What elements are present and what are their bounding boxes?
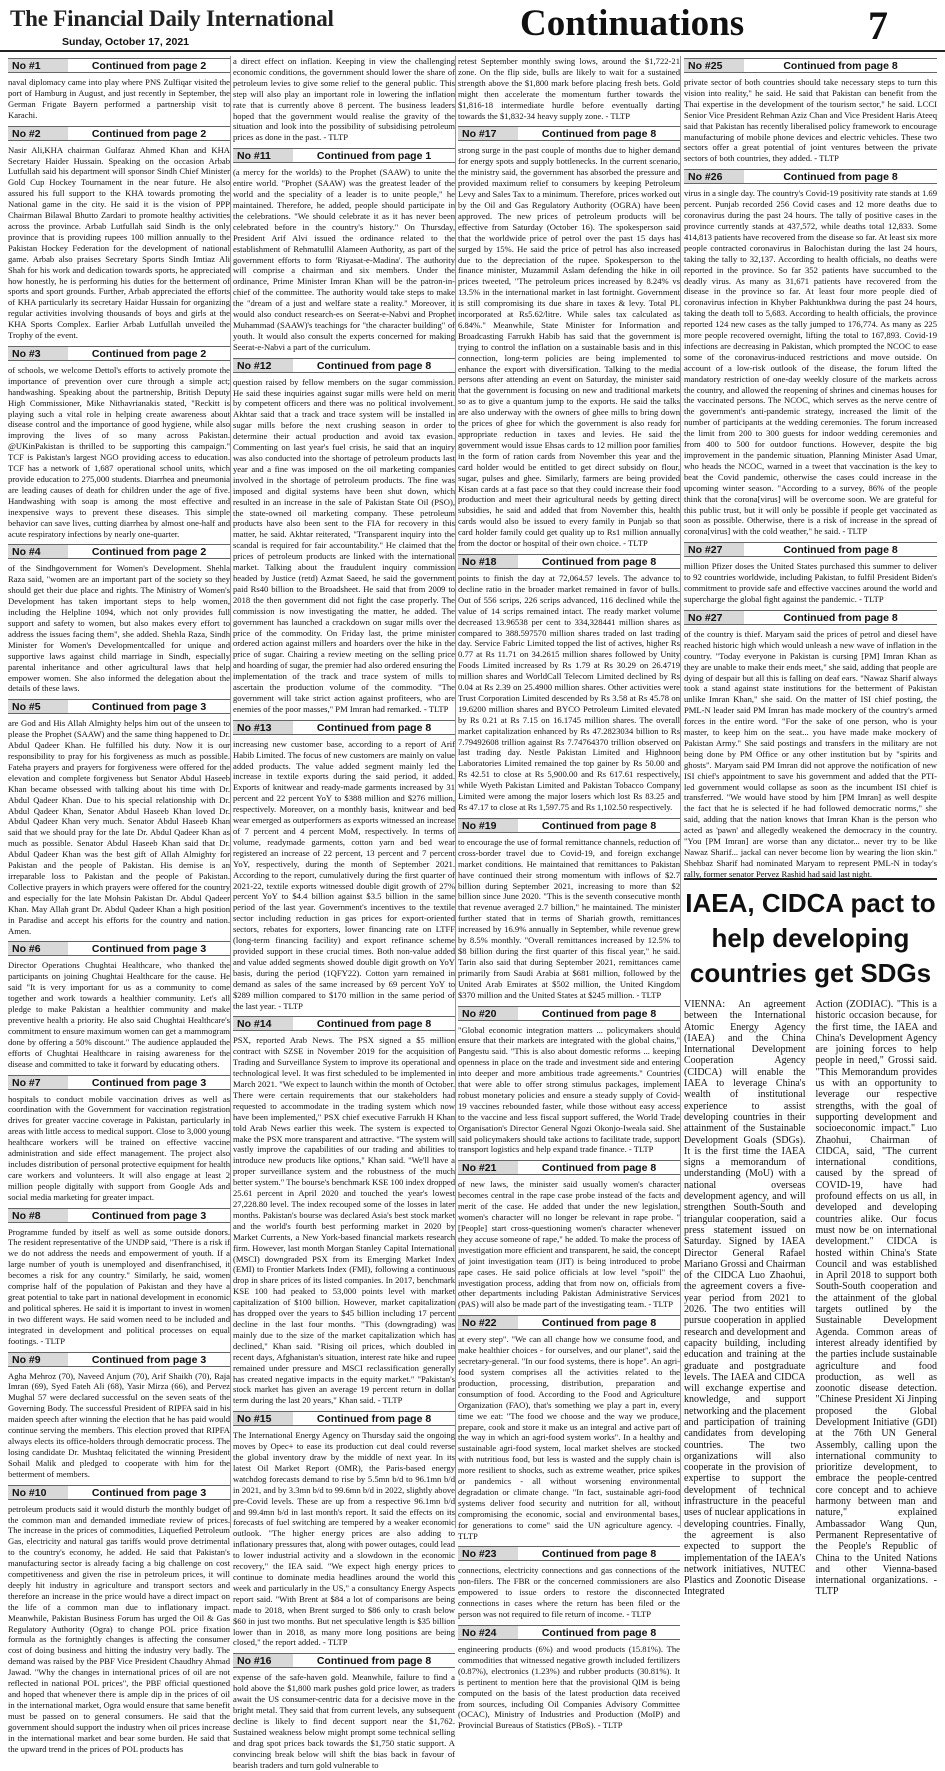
continuation-block	[8, 126, 230, 341]
continuation-label: Continued from page 8	[541, 1317, 657, 1330]
continuation-label: Continued from page 8	[541, 128, 657, 141]
column-1	[8, 56, 230, 1754]
feature-headline: IAEA, CIDCA pact to help developing countries get SDGs	[684, 878, 937, 991]
continuation-text: (a mercy for the worlds) to the Prophet (SAAW) to unite the entire world. "Prophet (SAAW) was the greatest leader of the world and the speciality of a leader is to unite people," he maintained. Therefore, he added, people should participate in the celebrations. "We should celebrate it as it has never been celebrated before in the country's history." On Thursday, President Arif Alvi issued the ordinance related to the establishment of Rehmatullil Alameen Authority, as part of the government efforts to form 'Riyasat-e-Madina'. The authority will comprise a chairman and six members. Under the ordinance, Prime Minister Imran Khan will be the patron-in-chief of the committee. The authority would take steps to make the "dream of a just and welfare state a reality." Moreover, it would also conduct research-es on Seerat-e-Nabvi and Prophet Muhammad (SAAW)'s teachings for "the character building" of youth. It would also consult the experts concerned for making Seerat-e-Nabvi a part of the curriculum.	[233, 167, 455, 352]
continuation-number: No #7	[8, 1076, 68, 1089]
continuation-block	[458, 818, 680, 1001]
continuation-text: hospitals to conduct mobile vaccination drives as well as coordination with the Government for vaccination registration drives for greater vaccine coverage in Pakistan, particularly in areas with little access to medical support. Close to 3,000 young healthcare workers will be trained on effective vaccine administration and side effect management. The project also includes distribution of personal protective equipment for health care workers and volunteers. It will also engage at least 2 million people digitally with support from Google Ads and social media marketing for greater impact.	[8, 1093, 230, 1202]
continuation-label: Continued from page 8	[541, 555, 657, 568]
continuation-block	[458, 56, 680, 121]
continuation-label: Continued from page 8	[541, 1627, 657, 1639]
continuation-text: are God and His Allah Almighty helps him out of the unseen to please the Prophet (SAAW) and the same thing happened to Dr. Abdul Qadeer Khan. He fulfilled his duty. Now it is our responsibility to pray for his forgiveness as much as possible. Fateha prayers and prayers for forgiveness were offered for the elevation and complete forgiveness but Senator Abdul Haseeb Khan became obsessed with talking about his time with Dr. Abdul Qadeer Khan. Due to his special relationship with Dr. Abdul Qadeer Khan, Senator Abdul Haseeb Khan loved Dr. Abdul Qadeer Khan very much. Senator Abdul Haseeb Khan said that we should pray for the late Dr. Abdul Qadeer Khan as much as possible. Senator Abdul Haseeb Khan said that Dr. Abdul Qadeer Khan was the best gift of Allah Almighty for Pakistan and the people of Pakistan. His demise is an irreparable loss to Pakistan and the people of Pakistan. Collective prayers in which prayers were offered for the country and especially for the late Mohsin Pakistan Dr. Abdul Qadeer Khan. May Allah grant Dr. Abdul Qadeer Khan a high position in Paradise and accept his efforts for the country and nation. Amen.	[8, 718, 230, 936]
continuation-text: virus in a single day. The country's Covid-19 positivity rate stands at 1.69 percent. Punjab recorded 256 Covid cases and 12 more deaths due to coronavirus during the past 24 hours. The tally of positive cases in the province currently stands at 437,572, while deaths total 12,833. Some 414,813 patients have recovered from the disease so far. At least six more people contracted coronavirus in Balochistan during the last 24 hours, taking the tally to 32,137. According to health officials, no deaths were reported in the province. So far 352 patients have succumbed to the deadly virus. As many as 31,671 patients have recovered from the disease in the province so far. At least four more people died of coronavirus infection in Khyber Pakhtunkhwa during the past 24 hours, taking the death toll to 5,683. According to health officials, the province reported 124 new cases as the tally jumped to 176,774. As many as 225 more people recovered overnight, lifting the total to 167,893. Covid-19 infections are decreasing in Pakistan, which prompted the NCOC to ease some of the coronavirus-induced restrictions and move outside. On account of a low-risk outlook of the disease, the forum lifted the mandatory restriction of one-day weekly closure of the markets across the country, and allowed the reopening of shrines and cinemas houses for the vaccinated persons. The NCOC, which serves as the nerve centre of the government's anti-pandemic strategy, increased the limit of the number of participants at the wedding ceremonies. The forum increased the limit from 200 to 300 guests for indoor wedding ceremonies and from 400 to 500 for outdoor functions. However, despite the big improvement in the pandemic situation, Planning Minister Asad Umar, who heads the NCOC, warned in a tweet that vaccination is the key to beat the Covid pandemic, otherwise the cases could increase in the upcoming winter season. "According to a survey, 86% of the people think that the corona[virus] will be overcome soon. We are grateful for this public trust, but it will only be possible if people get vaccinated as soon as possible. Otherwise, there is a risk of increase in the spread of corona[virus] with the cold weather," he said. - TLTP	[684, 188, 937, 537]
continuation-label: Continued from page 2	[91, 546, 207, 559]
continuation-number: No #13	[233, 721, 293, 734]
continuation-number: No #1	[8, 59, 68, 72]
continuation-number: No #22	[458, 1316, 518, 1329]
continuation-number: No #9	[8, 1353, 68, 1366]
continuation-block	[8, 699, 230, 936]
continuation-block	[233, 1411, 455, 1648]
continuation-header	[8, 1208, 230, 1223]
continuation-block	[8, 58, 230, 121]
column-4	[684, 56, 937, 1598]
continuation-number: No #17	[458, 127, 518, 140]
continuation-header	[458, 1006, 680, 1021]
continuation-number: No #8	[8, 1209, 68, 1222]
column-2	[233, 56, 455, 1770]
continuation-label: Continued from page 3	[91, 1486, 207, 1499]
continuation-label: Continued from page 8	[783, 544, 898, 557]
continuation-number: No #3	[8, 347, 68, 360]
continuation-label: Continued from page 2	[91, 60, 207, 72]
continuation-label: Continued from page 8	[316, 359, 432, 372]
continuation-number: No #16	[233, 1654, 293, 1667]
continuation-label: Continued from page 3	[91, 943, 207, 956]
continuation-header	[8, 1485, 230, 1500]
continuation-header	[458, 1546, 680, 1561]
continuation-header	[8, 1075, 230, 1090]
continuation-block	[8, 346, 230, 540]
continuation-header	[233, 1016, 455, 1031]
column-3	[458, 56, 680, 1731]
continuation-block	[684, 542, 937, 605]
issue-date: Sunday, October 17, 2021	[62, 36, 190, 48]
continuation-block	[458, 1315, 680, 1541]
continuation-text: increasing new customer base, according to a report of Arif Habib Limited. The focus of new customers are mainly on value added products. The value added segment mainly led the increase in textile exports during the said period, it added. Exports of knitwear and ready-made garments increased by 31 percent and 22 percent YoY to $388 million and $276 million, respectively. Moreover, on a monthly basis, knitwear and bed wear emerged as outperformers as exports witnessed an increase of 7 percent and 4 percent MoM, respectively. In terms of volume, readymade garments, cotton yarn and bed wear registered an increase of 22 percent, 13 percent and 7 percent YoY, respectively, during the month of September 2021. According to the report, cumulatively during the first quarter of 2021-22, textile exports witnessed double digit growth of 27% percent YoY to $4.4 billion against $3.5 billion in the same period of the last year. Government's incentives to the textile sector including reduction in gas prices for export-oriented sectors, rebates for exporters, lower financing rate on LTFF (long-term financing facility) and export refinance scheme provided support in these crucial times. Both non-value added and value added segments showed double digit growth on YoY basis, during the period (1QFY22). Cotton yarn remained in demand as sales of the same increased by 69 percent YoY to $289 million compared to $170 million in the same period of the last year. - TLTP	[233, 738, 455, 1011]
continuation-text: of the country is thief. Maryam said the prices of petrol and diesel have reached historic high which would unleash a new wave of inflation in the country. "Today everyone in Pakistan is cursing [PM] Imran Khan as they are unable to make their ends meet," she said, adding that people are dying of despair but all this is falling on deaf ears. "Nawaz Sharif always took a stand against state institutions for the betterment of Pakistan unlike Imran Khan," she said. On the matter of ISI chief posting, the PML-N leader said PM Imran has made mockery of the country's armed forces in the entire word. "For the sake of one person, who is your master, to keep him on the seat... you have made make mockery of Pakistan Army." She said postings and transfers in the military are not being done by PM Office or any other institution but by "spirits and ghosts". Maryam said PM Imran did not approve the notification of new ISI chief's appointment to save his government and added that the PTI-led government would collapse as soon as the incumbent ISI chief is transferred. "We would have stood by him [PM Imran] as well despite the fact that he is selected if he had followed democratic norms," she said, adding that the nation knows that Imran Khan is the person who acted as 'pawn' and allegedly weakened the democracy in the country. "You [PM Imran] are worse than any dictator... never try to be like Nawaz Sharif... jackal can never become lion by wearing the lion skin." Shehbaz Sharif had nominated Maryam to represent PML-N in today's rally, former senator Pervez Rashid had said last night.	[684, 628, 937, 879]
continuation-number: No #14	[233, 1017, 293, 1030]
continuation-block	[684, 610, 937, 880]
column-rule	[680, 56, 681, 1528]
continuation-block	[8, 1485, 230, 1755]
continuation-block	[8, 1075, 230, 1203]
feature-body-right: Action (ZODIAC). "This is a historic occasion because, for the first time, the IAEA and China's Development Agency are joining forces to help people in need," Grossi said. "This Memorandum provides us with an opportunity to leverage our respective strengths, with the goal of supporting development and socioeconomic impact." Luo Zhaohui, Chairman of CIDCA, said, "The current international conditions, caused by the spread of COVID-19, have had profound effects on us all, in developed and developing countries alike. Our focus must now be on international development." CIDCA is hosted within China's State Council and was established in April 2018 to support both South-South cooperation and the attainment of the global targets outlined by the Sustainable Development Agenda. Common areas of interest already identified by the parties include sustainable agriculture and food production, as well as zoonotic disease detection. "Chinese President Xi Jinping proposed the Global Development Initiative (GDI) at the 76th UN General Assembly, calling upon the international community to prioritize development, to embrace the people-centred core concept and to achieve harmony between man and nature," explained Ambassador Wang Qun, Permanent Representative of the People's Republic of China to the United Nations and other Vienna-based international organizations. - TLTP	[815, 999, 937, 1598]
continuation-number: No #4	[8, 545, 68, 558]
continuation-number: No #19	[458, 819, 518, 832]
continuation-header	[8, 58, 230, 73]
continuation-block	[458, 554, 680, 813]
continuation-label: Continued from page 3	[91, 1353, 207, 1366]
continuation-number: No #2	[8, 127, 68, 140]
continuation-block	[458, 1006, 680, 1156]
continuation-label: Continued from page 8	[783, 60, 898, 72]
continuation-text: strong surge in the past couple of months due to higher demand for energy spots and supply bottlenecks. In the current scenario, the ministry said, the government has absorbed the pressure and provided maximum relief to consumers by keeping Petroleum Levy and Sales Tax to a minimum. Therefore, prices worked out by the Oil and Gas Regulatory Authority (OGRA) have been approved. The new prices of petroleum products will be effective from Saturday (October 16). The spokesperson said that the worldwide price of petrol over the past 15 days has surged by 15%. He said the price of petrol has also increased due to the depreciation of the rupee. Spokesperson to the finance minister, Muzammil Aslam defending the hike in oil prices tweeted, "The petroleum prices increased by 8.24% vs 13.5% in the international market in last fortnight. Government is still compromising its due share in taxes & levy. Total PL incorporated at Rs5.62/litre. While sales tax calculated as 6.84%." Meanwhile, State Minister for Information and Broadcasting Farrukh Habib has said that the government is trying to control the inflation on a sustainable basis and in this connection, long-term policies are being implemented to enhance the export with diversification. Talking to the media persons after attending an event on Saturday, the minister said that the government is focusing on new and traditional markets so as to give a quantum jump to the exports. He said the talks are also underway with the owners of ghee mills to bring down the prices of ghee for which the government is also ready for appropriate reduction in taxes and levies. He said the government would issue Ehsas cards to 12 million poor families in the form of ration cards from November this year and the card holder would be entitled to get direct subsidy on flour, sugar, pulses and ghee. Similarly, farmers are being provided Kisan cards at a fast pace so that they could increase their food production and meet their agricultural needs by getting direct subsidies, he said and added that from November this, health cards would also be issued to every family in Punjab so that card holder family could get quality up to Rs1 million annually from the doctor or hospital of their own choice. - TLTP	[458, 145, 680, 549]
continuation-block	[8, 1352, 230, 1480]
continuation-header	[233, 148, 455, 163]
continuation-label: Continued from page 8	[316, 1655, 432, 1668]
continuation-block	[458, 1546, 680, 1620]
continuation-text: Programme funded by itself as well as some outside donors. The resident representative of the UNDP said, "There is a risk if we do not address the needs and empowerment of youth. If a large number of youth is unemployed and disenfranchised, it becomes a risk for any country." Similarly, he said, women comprise half of the population of Pakistan and they have a great potential to take part in national development in economic and political spheres. He said it is important to invest in women in two different ways. He said women need to be included and integrated in development and political processes on equal footings. - TLTP	[8, 1226, 230, 1346]
continuation-label: Continued from page 3	[91, 1209, 207, 1222]
continuation-text: "Global economic integration matters ... policymakers should ensure that their markets are integrated with the global chains," Pangestu said. "This is also about domestic reforms ... keeping openness in place on the trade and investment side and entering into deeper and more ambitious trade agreements." Countries that were able to offer strong stimulus packages, implement robust monetary policies and ensure a steady supply of Covid-19 vaccines rebounded faster, while those without easy access to the vaccine and less fiscal support suffered, the World Trade Organisation's Director General Ngozi Okonjo-Iweala said. She said policymakers should take actions to facilitate trade, support transport logistics and help expand trade finance. - TLTP	[458, 1024, 680, 1155]
continuation-header	[8, 699, 230, 714]
continuation-header	[458, 1625, 680, 1640]
continuation-number: No #11	[233, 149, 293, 162]
continuation-text: retest September monthly swing lows, around the $1,722-21 zone. On the flip side, bulls are likely to wait for a sustained strength above the $1,800 mark before placing fresh bets. Gold might then accelerate the momentum further towards the $1,816-18 intermediate hurdle before eventually darting towards the $1,832-34 heavy supply zone. - TLTP	[458, 56, 680, 121]
continuation-number: No #21	[458, 1161, 518, 1174]
continuation-header	[458, 818, 680, 833]
continuation-number: No #20	[458, 1007, 518, 1020]
continuation-text: of new laws, the minister said usually women's character becomes central in the rape case probe instead of the facts and merit of the case. He added that under the new legislation, women's character will no longer be relevant in rape probe. "[People] start cross-questioning women's character whenever they accuse someone of rape," he added. To make the process of investigation more efficient and transparent, he said, the concept of joint investigation team (JIT) is being introduced to probe rape cases. He said police officials at low level "spoil" the investigation process, adding that from now on, officials from other departments including Pakistan Administrative Services (PAS) will also be made part of the investigating team. - TLTP	[458, 1179, 680, 1310]
continuation-label: Continued from page 8	[541, 1162, 657, 1175]
continuation-block	[233, 720, 455, 1012]
feature-article	[684, 999, 937, 1598]
continuation-text: of the Sindhgovernment for Women's Development. Shehla Raza said, "women are an important part of the society so they should get their due place and rights. The Ministry of Women's Development has taken important steps to help women, including the Helpline 1094, which not only provides full support and safety to women, but also makes every effort to address the issues facing them", she added. Shehla Raza, Sindh Minister for Women's Developmentcalled for unique and supportive laws against child marriage in Sindh, especially parental inheritance and other agricultural laws that help empower women. She also informed the delegation about the details of these laws.	[8, 563, 230, 694]
newspaper-name: The Financial Daily International	[10, 6, 334, 31]
continuation-label: Continued from page 8	[316, 1018, 432, 1031]
column-rule	[230, 56, 231, 1528]
continuation-block	[458, 1625, 680, 1731]
continuation-number: No #15	[233, 1412, 293, 1425]
continuation-header	[684, 542, 937, 557]
continuation-header	[458, 1160, 680, 1175]
continuation-text: expense of the safe-haven gold. Meanwhile, failure to find a hold above the $1,800 mark pushes gold price lower, as traders await the US consumer-centric data for a decisive move in the bright metal. They said that from current levels, any subsequent decline is likely to find decent support near the $1,762. Sustained weakness below might prompt some technical selling and drag spot prices back towards the $1,750 static support. A convincing break below will shift the bias back in favour of bearish traders and turn gold vulnerable to	[233, 1672, 455, 1770]
feature-body-left: VIENNA: An agreement between the International Atomic Energy Agency (IAEA) and the China International Development Cooperation Agency (CIDCA) will enable the IAEA to leverage China's wealth of institutional experience to assist developing countries in their attainment of the Sustainable Development Goals (SDGs). It is the first time the IAEA signs a memorandum of understanding (MoU) with a national overseas development agency, and will strengthen South-South and triangular cooperation, said a press statement issued on Saturday. Signed by IAEA Director General Rafael Mariano Grossi and Chairman of the CIDCA Luo Zhaohui, the agreement covers a five-year period from 2021 to 2026. The two entities will pursue cooperation in applied research and development and capacity building, including education and training at the graduate and postgraduate levels. The IAEA and CIDCA will exchange expertise and knowledge, and support networking and the placement and participation of training candidates from developing countries. The two organizations will also cooperate in the provision of expertise to support the development of technical infrastructure in the peaceful uses of nuclear applications in developing countries. Finally, the agreement is also expected to support the implementation of the IAEA's network initiatives, NUTEC Plastics and Zoonotic Disease Integrated	[684, 999, 806, 1598]
continuation-number: No #10	[8, 1486, 68, 1499]
continuation-block	[458, 126, 680, 549]
continuation-header	[233, 1653, 455, 1668]
masthead	[0, 0, 945, 52]
continuation-label: Continued from page 8	[316, 1413, 432, 1426]
continuation-header	[684, 169, 937, 184]
continuation-header	[458, 126, 680, 141]
continuation-text: engineering products (6%) and wood products (15.81%). The commodities that witnessed negative growth included fertilizers (0.87%), electronics (1.23%) and rubber products (30.81%). It is pertinent to mention here that the provisional QIM is being computed on the basis of the latest production data received from sources, including Oil Companies Advisory Committee (OCAC), Ministry of Industries and Production (MoIP) and Provincial Bureaus of Statistics (PBoS). - TLTP	[458, 1644, 680, 1731]
continuation-text: question raised by fellow members on the sugar commission. He said these inquiries against sugar mills were held on merit by competent officers and there was no political involvement. Akhtar said that a track and trace system will be installed in sugar mills before the next crushing season in order to determine their actual production and avoid tax evasion. Commenting on last year's fuel crisis, he said that an inquiry was also conducted into the shortage of petroleum products last year and a fine was imposed on the oil marketing companies involved in the shortage of petroleum products. The fine was imposed and digital systems have been shut down, which resulted in an increase in the sale of Pakistan State Oil (PSO), the state-owned oil marketing company. These petroleum products have also been sent to the FIA for recovery in this matter, he said. Akhtar reiterated, "Transparent inquiry into the scandal is required for fair accountability." He claimed that the prices of petroleum products are linked with the international market. Talking about the fraudulent inquiry commission headed by Justice (retd) Azmat Saeed, he said the government paid Rs40 billion to the Broadsheet. He said that from 2009 to 2018 the then government did not fight the case properly. The commission is now investigating the matter, he added. The government has launched a crackdown on sugar mills over the price of the commodity. On Friday last, the prime minister ordered action against millers and hoarders over the hike in the price of sugar. Chairing a review meeting on the selling price and hoarding of sugar, the premier had also ordered ensuring the implementation of the track and trace system of mills to ascertain the production volume of the commodity. "The government will take strict action against profiteers, who are enemies of the poor masses," PM Imran had remarked. - TLTP	[233, 376, 455, 714]
continuation-text: The International Energy Agency on Thursday said the ongoing moves by Opec+ to ease its production cut deal could reverse the global inventory draw by the middle of next year. In its latest Oil Market Report (OMR), the Paris-based energy watchdog forecasts demand to rise by 5.5mn b/d to 96.1mn b/d in 2021, and by 3.3mn b/d to 99.6mn b/d in 2022, slightly above pre-Covid levels. These are up from a respective 96.1mn b/d and 99.4mn b/d in last month's report. It said the effects on its forecasts of fuel switching are tempered by a weaker economic outlook. "The higher energy prices are also adding to inflationary pressures that, along with power outages, could lead to lower industrial activity and a slowdown in the economic recovery," the IEA said. "We expect high energy prices to continue to dominate media headlines around the world this week and particularly in the US," a consultancy Energy Aspects report said. "With Brent at $84 a lot of comparisons are being made to 2018, when Brent surged to $86 only to crash below $60 in just two months. But net speculative length is $35 billion lower than in 2018, as many more long positions are being closed," the report added. - TLTP	[233, 1430, 455, 1648]
continuation-header	[458, 1315, 680, 1330]
continuation-block	[458, 1160, 680, 1310]
continuation-block	[8, 1208, 230, 1347]
continuation-text: at every step". "We can all change how we consume food, and make healthier choices - for ourselves, and our planet", said the secretary-general. "In our food systems, there is hope". An agri-food system comprises all the activities related to the production, processing, distribution, preparation and consumption of food. According to the Food and Agriculture Organization (FAO), that's something we play a part in, every time we eat: "The food we choose and the way we produce, prepare, cook and store it make us an integral and active part of the way in which an agri-food system works". In a healthy and sustainable agri-food system, local market shelves are stocked with nutritious food, but less is wasted and the supply chain is more resilient to shocks, such as extreme weather, price spikes or pandemics - all without worsening environmental degradation or climate change. "In fact, sustainable agri-food systems deliver food security and nutrition for all, without compromising the economic, social and environmental bases, for generations to come" said the UN agriculture agency. - TLTP	[458, 1334, 680, 1541]
continuation-text: to encourage the use of formal remittance channels, reduction of cross-border travel due to Covid-19, and foreign exchange market conditions. He maintained that remittances to Pakistan have continued their strong momentum with inflows of $2.7 billion during September 2021, increasing to more than $2 billion since June 2020. "This is the seventh consecutive month that revenue averaged 2.7 billion," he maintained. The minister further stated that in terms of Shariah growth, remittances increased by 16.9% annually in September, while revenue grew by 8.5% monthly. "Overall remittances increased by 12.5% to $8 billion during the first quarter of this fiscal year," he said. Tarin also said that during September 2021, remittances came primarily from Saudi Arabia at $681 million, followed by the United Arab Emirates at $502 million, the United Kingdom $370 million and the United States at $245 million. - TLTP	[458, 836, 680, 1000]
continuation-block	[684, 58, 937, 164]
column-4-continuations	[684, 58, 937, 879]
continuation-block	[8, 941, 230, 1069]
continuation-header	[8, 346, 230, 361]
column-rule	[455, 56, 456, 1528]
continuation-number: No #6	[8, 942, 68, 955]
continuation-label: Continued from page 1	[316, 150, 432, 163]
continuation-text: of schools, we welcome Dettol's efforts to actively promote the importance of prevention over cure through a simple act; handwashing. Speaking about the partnership, British Deputy High Commissioner, Mike Nithavrianakis stated, "Reckitt is playing such a vital role in helping create awareness about disease control and the importance of good hygiene, while also improving the lives of so many across Pakistan. @UKinPakistan is thrilled to be supporting this campaign." TCF is Pakistan's largest NGO providing access to education. TCF has a network of 1,687 operational school units, which provide education to 275,000 students. Diarrhea and pneumonia are leading causes of death for children under the age of five. Handwashing with soap is among the most effective and inexpensive ways to prevent these diseases. This simple behavior can save lives, cutting diarrhea by almost one-half and acute respiratory infections by nearly one-quarter.	[8, 364, 230, 539]
continuation-label: Continued from page 8	[316, 721, 432, 734]
continuation-header	[8, 941, 230, 956]
continuation-block	[684, 169, 937, 537]
continuation-number: No #27	[684, 611, 744, 624]
continuation-label: Continued from page 8	[541, 819, 657, 832]
continuation-header	[684, 610, 937, 625]
continuation-text: points to finish the day at 72,064.57 levels. The advance to decline ratio in the broader market remained in favor of bulls. Out of 556 scrips, 226 scrips advanced, 116 declined while the value of 14 scrips remained intact. The ready market volume decreased 13.96538 per cent to 334,328441 million shares as compared to 388.597570 million shares traded on last trading day. Service Fabric Limited topped the list of actives, higher Rs 0.77 at Rs 11.71 on 34.2615 million shares followed by Unity Foods Limited increased by Rs 1.79 at Rs 30.29 on 26.4719 million shares and WorldCall Telecom Limited declined by Rs 0.04 at Rs 2.39 on 25.4900 million shares. Other activities were Trust Corporation Limited descended by Rs 3.58 at Rs 45.78 on 19.6200 million shares and BYCO Petroleum Limited elevated by Rs 0.21 at Rs 7.15 on 16.1745 million shares. The overall market capitalization enhanced by Rs 47.2823034 billion to Rs 7.79492608 trillion against Rs 7.74764370 trillion observed on last trading day. Nestle Pakistan Limited and Highnoon Laboratories Limited remained the top gainer by Rs 50.00 and Rs 42.51 to close at Rs 5,900.00 and Rs 617.61 respectively, while Wyeth Pakistan Limited and Pakistan Tobacco Company Limited were among the major losers which lost Rs 83.25 and Rs 47.17 to close at Rs 1,597.75 and Rs 1,102.50 respectively.	[458, 572, 680, 812]
continuation-number: No #27	[684, 543, 744, 556]
continuation-label: Continued from page 2	[91, 347, 207, 360]
continuation-text: PSX, reported Arab News. The PSX signed a $5 million contract with SZSE in November 2019 for the acquisition of Trading and Surveillance System to improve its operational and technological level. It was first scheduled to be implemented in March 2021. "We expect to launch within the month of October. There were certain requirements that our stakeholders had requested to accommodate in the trading system which now have been implemented," PSX chief executive Farrukh H Khan told Arab News earlier this week. The system is expected to make the PSX more transparent and attractive. "The system will vastly improve the capabilities of our trading and abilities to introduce new products like options," Khan said. "We'll have a proper surveillance system and the robustness of the much better system." The bourse's benchmark KSE 100 index dropped 25.61 percent in April 2020 and touched the year's lowest 27,228.80 level. The index recouped some of the losses in later months. Pakistan's bourse was declared Asia's best stock market and the world's fourth best performing market in 2020 by Market Currents, a New York-based financial markets research firm. However, last month Morgan Stanley Capital International (MSCI) downgraded PSX from its Emerging Market Index (EMI) to Frontier Markets Index (FMI), following a continuous drop in share prices of its listed companies. In 2017, benchmark KSE 100 had peaked to 53,000 points level with market capitalization of $100 billion. However, market capitalization has dropped over the years to $45 billion including 17 percent decline in the last four months. "This (downgrading) was mainly due to the size of the market capitalization which has declined," Khan said. "Rising oil prices, which doubled in recent days, Afghanistan's situation, interest rate hike and rupee remained under pressure and MSCI reclassification generally has created negative impacts in the equity market." "Pakistan's stock market has given an average 19 percent return in dollar term during the last 20 years," Khan said. - TLTP	[233, 1035, 455, 1406]
continuation-number: No #12	[233, 359, 293, 372]
continuation-label: Continued from page 8	[783, 611, 898, 624]
continuation-number: No #23	[458, 1547, 518, 1560]
continuation-header	[8, 126, 230, 141]
continuation-header	[8, 1352, 230, 1367]
continuation-number: No #24	[458, 1626, 518, 1639]
continuation-header	[458, 554, 680, 569]
continuation-label: Continued from page 2	[91, 127, 207, 140]
continuation-text: Director Operations Chughtai Healthcare, who thanked the participants on joining Chughtai Healthcare for the cause. He said "It is very important for us as a community to come together and work towards a healthier community. Let's all pledge to make Pakistan a healthier community and make preventive health a priority. He also said Chughtai Healthcare's commitment to ensure maximum women can get a mammogram done by offering a 50% discount." The audience applauded the efforts of Chughtai Healthcare in raising awareness for the disease and committed to take it forward by educating others.	[8, 960, 230, 1069]
continuation-number: No #26	[684, 170, 744, 183]
continuation-header	[233, 1411, 455, 1426]
continuation-number: No #5	[8, 700, 68, 713]
continuation-text: private sector of both countries should take necessary steps to turn this vision into reality," he said. He said that Pakistan can benefit from the Thai expertise in the development of the tourism sector," he said. LCCI Senior Vice President Rehman Aziz Chan and Vice President Haris Ateeq said that Pakistan has recently liberalised policy framework to encourage manufacturing of mobile phone devices and electric vehicles. These two sectors offer a great potential of joint ventures between the private sectors of both countries, they added. - TLTP	[684, 77, 937, 164]
continuation-label: Continued from page 3	[91, 1076, 207, 1089]
continuation-block	[233, 148, 455, 352]
continuation-text: connections, electricity connections and gas connections of the non-filers. The FBR or the concerned commissioners are also empowered to issue orders to restore the disconnected connections in cases where the return has been filed or the person was not required to file return of income. - TLTP	[458, 1565, 680, 1620]
continuation-header	[233, 358, 455, 373]
continuation-block	[8, 544, 230, 694]
continuation-text: Agha Mehroz (70), Naveed Anjum (70), Arif Shaikh (70), Raja Imran (69), Syed Fateh Ali (68), Yasir Mirza (66), and Pervez Mughal 57 were declared successful on the seven seats of the Governing Body. The successful President of RIPFA said in his maiden speech after winning the election that he has paid would continue serving the members. This election proved that RIPFA always elects its office-holders through democratic process. The losing candidate Dr. Mushtaq felicitated the winning President Sohail Malik and pledged to cooperate with him for the betterment of members.	[8, 1370, 230, 1479]
continuation-text: Nasir Ali,KHA chairman Gulfaraz Ahmed Khan and KHA Secretary Haider Hussain. Speaking on the occasion Arbab Lutfullah said his department will sponsor Sindh Chief Minister Gold Cup Hockey Tournament in the near future. He also assured his full support to the KHA towards promoting the National game in the city. He said it is the vision of PPP Chairman Bilawal Bhutto Zardari to promote healthy activities across the province. Arbab Lutfullah said Sindh is the only province that is providing rupees 100 million annually to the Pakistan Hockey Federation for the development of national game. Arbab also praises Secretary Sports Sindh Imtiaz Ali Shah for his work and dedication towards sports, he appreciated how honestly, he is performing his duties for the betterment of sports and sport grounds. Further, Arbab appreciated the efforts of KHA particularly its secretary Haidar Hussain for organizing regular activities involving thousands of boys and girls at the KHA Sports Complex. Earlier Arbab Lutfullah unveiled the Trophy of the event.	[8, 144, 230, 341]
continuation-block	[233, 358, 455, 715]
continuation-header	[233, 720, 455, 735]
continuation-text: a direct effect on inflation. Keeping in view the challenging economic conditions, the government should lower the share of petroleum levies to give some relief to the general public. This step will also play an important role in lowering the inflation rate that is currently above 8 percent. The business leaders hoped that the government would realise the gravity of the situation and look into the possibility of subsidising petroleum prices as done in the past. - TLTP	[233, 56, 455, 143]
continuation-text: million Pfizer doses the United States purchased this summer to deliver to 92 countries worldwide, including Pakistan, to fulfil President Biden's commitment to provide safe and effective vaccines around the world and supercharge the global fight against the pandemic. - TLTP	[684, 561, 937, 604]
continuation-label: Continued from page 8	[783, 171, 898, 184]
continuation-header	[684, 58, 937, 73]
continuation-header	[8, 544, 230, 559]
continuation-block	[233, 56, 455, 143]
continuation-label: Continued from page 8	[541, 1548, 657, 1561]
continuation-block	[233, 1016, 455, 1406]
continuation-label: Continued from page 3	[91, 701, 207, 714]
continuation-text: petroleum products said it would disturb the monthly budget of the common man and demanded immediate review of prices. The increase in the prices of commodities, Liquefied Petroleum Gas, electricity and natural gas tariffs would prove detrimental to the country's economy, he added. He said that Pakistan's manufacturing sector is already facing a big challenge on cost competitiveness and given the rise in petroleum prices, it will deeply hit industry in agriculture and transport sectors and therefore an increase in the price would have a direct impact on the life of a common man due to inflationary impact. Meanwhile, Pakistan Business Forum has urged the Oil & Gas Regulatory Authority (Ogra) to change POL price fixation formula as the fortnightly changes is affecting the consumer cost of doing business and hitting the industry very badly. The demand was raised by the PBF Vice President Chaudhry Ahmad Jawad. "Why the changes in international prices of oil are not reflected in national POL prices", the PBF official questioned and hoped that whenever there is ample dip in the prices of oil in the international market, Ogra would ensure that same benefit must be passed on to general consumers. He said that the government should support the industry when oil prices increase in the international market and bear some burden. He said that the upward trend in the prices of POL products has	[8, 1503, 230, 1754]
continuation-block	[233, 1653, 455, 1770]
continuation-text: naval diplomacy came into play where PNS Zulfiqar visited the port of Hamburg in August, and just recently in September, the German Frigate Bayern performed a partnership visit to Karachi.	[8, 77, 230, 120]
section-title: Continuations	[520, 3, 745, 44]
page-number: 7	[868, 3, 888, 48]
continuation-number: No #25	[684, 59, 744, 72]
continuation-number: No #18	[458, 555, 518, 568]
continuation-label: Continued from page 8	[541, 1007, 657, 1020]
